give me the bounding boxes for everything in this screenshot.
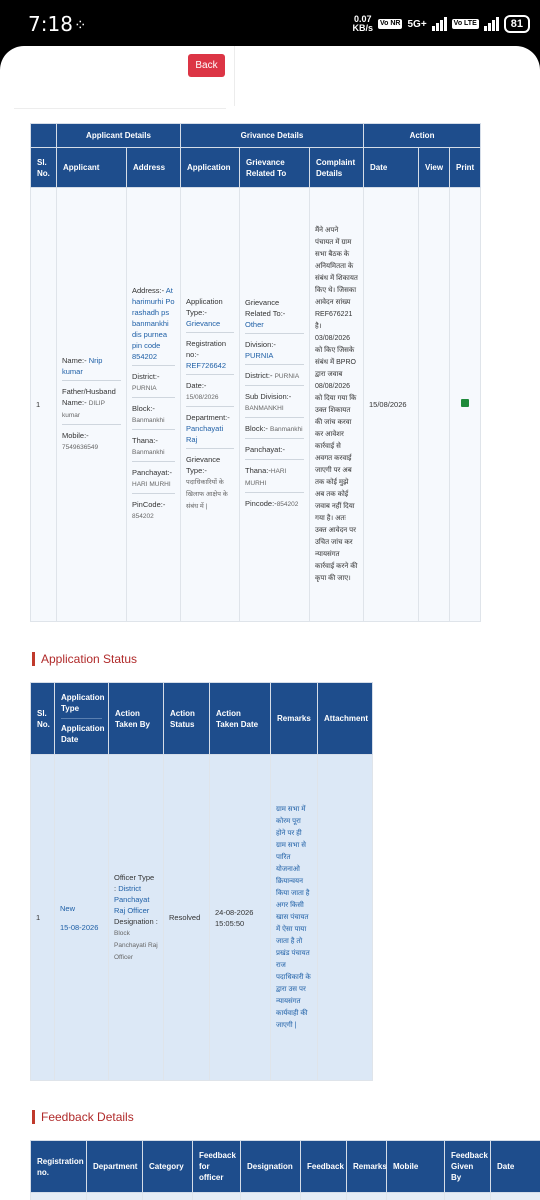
col-date: Date [364,148,419,188]
grievance-table [30,123,481,622]
clock: 7:18 [28,12,73,36]
back-button[interactable]: Back [188,54,225,77]
col-department: Department [87,1141,143,1193]
view-cell[interactable] [419,188,450,622]
action-status: Resolved [164,755,210,1081]
col-application: Application [181,148,240,188]
divider [234,46,235,106]
network-speed: 0.07 KB/s [352,14,373,33]
page [0,46,540,1200]
application-status-table [30,682,373,1081]
attachment-cell[interactable] [318,755,373,1081]
col-blank [31,124,57,148]
col-action-taken-date: Action Taken Date [210,683,271,755]
col-sl-no: Sl. No. [31,683,55,755]
print-icon[interactable] [461,399,469,407]
col-sl-no: Sl. No. [31,148,57,188]
signal-icon [432,17,447,31]
col-remarks: Remarks [347,1141,387,1193]
applicant-cell: Name:- Nrip kumar Father/Husband Name:- DILIP kumar Mobile:- 7549636549 [57,188,127,622]
battery-icon: 81 [504,15,530,33]
vo-lte-icon: Vo LTE [453,20,477,27]
application-status-title: Application Status [32,652,137,666]
col-application-type-date: Application Type Application Date [55,683,109,755]
col-mobile: Mobile [387,1141,445,1193]
action-taken-by-cell: Officer Type : District Panchayat Raj Officer Designation : Block Panchayati Raj Officer [109,755,164,1081]
col-category: Category [143,1141,193,1193]
address-cell: Address:- At harimurhi Po rashadh ps banmankhi dis purnea pin code 854202 District:- PURNIA Block:- Banmankhi Thana:- Banmankhi Panchayat:- HARI MURHI PinCode:- 854202 [127,188,181,622]
col-grievance-related: Grievance Related To [240,148,310,188]
col-view: View [419,148,450,188]
col-attachment: Attachment [318,683,373,755]
related-cell: Grievance Related To:- Other Division:- PURNIA District:- PURNIA Sub Division:- BANMANKHI Block:- Banmankhi Panchayat:- Thana:-HARI MURHI Pincode:-854202 [240,188,310,622]
notification-dots-icon: ⁘ [74,17,87,34]
group-grievance-details: Grivance Details [181,124,364,148]
remarks: ग्राम सभा में कोरम पूरा होने पर ही ग्राम सभा से पारित योजनाओ क्रियान्वयन किया जाता है अगर किसी खास पंचायत में ऐसा पाया जाता है तो प्रखंड पंचायत राज पदाधिकारी के द्वारा उस पर न्यायसंगत कार्यवाही की जाएगी | [271,755,318,1081]
status-bar [0,0,540,52]
col-feedback-given-by: Feedback Given By [445,1141,491,1193]
group-action: Action [364,124,481,148]
group-applicant-details: Applicant Details [57,124,181,148]
col-date: Date [491,1141,540,1193]
col-registration-no: Registration no. [31,1141,87,1193]
application-cell: Application Type:- Grievance Registration no:- REF726642 Date:- 15/08/2026 Department:- Panchayati Raj Grievance Type:- पदाधिकारियों के खिलाफ आक्षेप के संबंध में | [181,188,240,622]
col-complaint-details: Complaint Details [310,148,364,188]
sl-no: 1 [31,755,55,1081]
signal-icon-2 [484,17,499,31]
col-remarks: Remarks [271,683,318,755]
type-date-cell: New 15-08-2026 [55,755,109,1081]
divider-top [14,108,226,109]
col-action-taken-by: Action Taken By [109,683,164,755]
col-designation: Designation [241,1141,301,1193]
feedback-details-title: Feedback Details [32,1110,134,1124]
five-g-label: 5G+ [407,18,427,30]
complaint-details: मैंने अपने पंचायत में ग्राम सभा बैठक के अनियमितता के संबंध में शिकायत किए थे। जिसका आवेदन सांख्य REF676221 है। 03/08/2026 को किए जिसके संबंध में BPRO द्वारा जवाब 08/08/2026 को दिया गया कि उक्त शिकायत की जांच करवा कर आवेशर कार्रवाई से अवगत करवाई जाएगी पर अब तक कोई मुझे अब तक कोई जवाब नहीं दिया गया है। अतः उक्त आवेदन पर उचित जांच कर न्यायसंगत कार्रवाई करने की कृपा की जाए। [310,188,364,622]
vo-nr-icon: Vo NR [380,20,401,27]
col-feedback-officer: Feedback for officer [193,1141,241,1193]
print-cell[interactable] [450,188,481,622]
grievance-date: 15/08/2026 [364,188,419,622]
col-print: Print [450,148,481,188]
col-applicant: Applicant [57,148,127,188]
table-row [31,188,481,622]
table-row [31,1193,540,1200]
sl-no: 1 [31,188,57,622]
col-address: Address [127,148,181,188]
col-feedback: Feedback [301,1141,347,1193]
action-taken-date: 24-08-2026 15:05:50 [210,755,271,1081]
col-action-status: Action Status [164,683,210,755]
feedback-table [30,1140,540,1200]
table-row [31,755,373,1081]
